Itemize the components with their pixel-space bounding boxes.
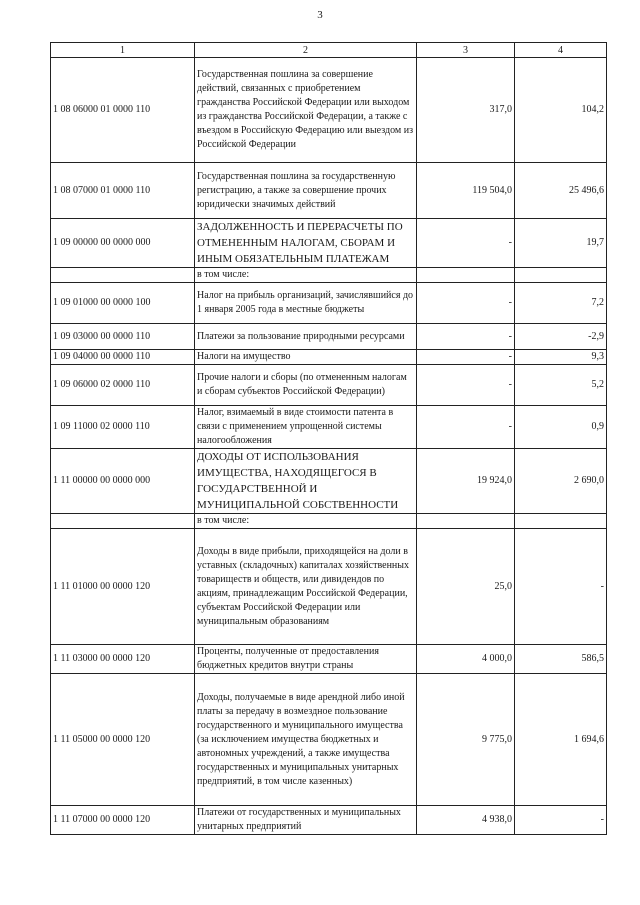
table-row [51,163,607,219]
row-name: Государственная пошлина за совершение действий, связанных с приобретением гражданства Российской Федерации или выходом из гражданства Российской Федерации, а также с въездом в Российскую Федерацию или выездом из Российской Федерации [195,58,417,163]
row-value-col3: 119 504,0 [417,163,515,219]
row-name: Платежи за пользование природными ресурсами [195,324,417,350]
table-row [51,806,607,835]
row-value-col4: 25 496,6 [515,163,607,219]
row-code: 1 09 03000 00 0000 110 [51,324,195,350]
row-value-col4: - [515,806,607,835]
row-value-col3: 9 775,0 [417,674,515,806]
table-row [51,350,607,365]
table-row [51,324,607,350]
row-code: 1 09 00000 00 0000 000 [51,219,195,268]
row-name: ДОХОДЫ ОТ ИСПОЛЬЗОВАНИЯ ИМУЩЕСТВА, НАХОДЯЩЕГОСЯ В ГОСУДАРСТВЕННОЙ И МУНИЦИПАЛЬНОЙ СОБСТВЕННОСТИ [195,449,417,514]
row-value-col4: 5,2 [515,365,607,406]
row-value-col4: 7,2 [515,283,607,324]
table-row [51,365,607,406]
row-value-col3: 19 924,0 [417,449,515,514]
row-code: 1 09 06000 02 0000 110 [51,365,195,406]
row-code: 1 11 05000 00 0000 120 [51,674,195,806]
row-value-col3: - [417,324,515,350]
row-name: Прочие налоги и сборы (по отмененным налогам и сборам субъектов Российской Федерации) [195,365,417,406]
row-value-col3: 4 938,0 [417,806,515,835]
row-value-col4: 586,5 [515,645,607,674]
row-value-col3: 4 000,0 [417,645,515,674]
row-name: Доходы в виде прибыли, приходящейся на доли в уставных (складочных) капиталах хозяйственных товариществ и обществ, или дивидендов по акциям, принадлежащим Российской Федерации, субъектам Российской Федерации или муниципальным образованиям [195,529,417,645]
row-value-col4: - [515,529,607,645]
row-name: в том числе: [195,514,417,529]
row-name: в том числе: [195,268,417,283]
column-header-2: 2 [195,43,417,58]
row-value-col3: 25,0 [417,529,515,645]
row-code: 1 08 07000 01 0000 110 [51,163,195,219]
table-row [51,283,607,324]
row-code: 1 08 06000 01 0000 110 [51,58,195,163]
row-value-col3 [417,268,515,283]
row-value-col3: - [417,406,515,449]
row-name: Государственная пошлина за государственную регистрацию, а также за совершение прочих юридически значимых действий [195,163,417,219]
row-value-col4: -2,9 [515,324,607,350]
table-row [51,58,607,163]
row-name: Налоги на имущество [195,350,417,365]
row-value-col3 [417,514,515,529]
row-value-col4: 0,9 [515,406,607,449]
row-value-col3: - [417,350,515,365]
row-code: 1 11 07000 00 0000 120 [51,806,195,835]
table-row [51,268,607,283]
row-code: 1 11 01000 00 0000 120 [51,529,195,645]
row-value-col3: - [417,219,515,268]
row-code [51,268,195,283]
row-value-col4: 1 694,6 [515,674,607,806]
table-row [51,529,607,645]
row-value-col4: 104,2 [515,58,607,163]
table-row [51,406,607,449]
column-header-1: 1 [51,43,195,58]
row-name: Налог, взимаемый в виде стоимости патента в связи с применением упрощенной системы налогообложения [195,406,417,449]
row-value-col4 [515,514,607,529]
row-name: Платежи от государственных и муниципальных унитарных предприятий [195,806,417,835]
table-row [51,645,607,674]
row-value-col3: 317,0 [417,58,515,163]
table-row [51,219,607,268]
row-code: 1 11 00000 00 0000 000 [51,449,195,514]
row-value-col4: 19,7 [515,219,607,268]
table-row [51,449,607,514]
table-row [51,674,607,806]
row-value-col3: - [417,283,515,324]
row-value-col4: 2 690,0 [515,449,607,514]
revenue-table [50,42,607,835]
column-header-4: 4 [515,43,607,58]
row-code: 1 09 11000 02 0000 110 [51,406,195,449]
row-code [51,514,195,529]
row-name: Налог на прибыль организаций, зачислявшийся до 1 января 2005 года в местные бюджеты [195,283,417,324]
row-code: 1 09 01000 00 0000 100 [51,283,195,324]
row-code: 1 11 03000 00 0000 120 [51,645,195,674]
column-header-3: 3 [417,43,515,58]
table-header-row [51,43,607,58]
row-name: ЗАДОЛЖЕННОСТЬ И ПЕРЕРАСЧЕТЫ ПО ОТМЕНЕННЫМ НАЛОГАМ, СБОРАМ И ИНЫМ ОБЯЗАТЕЛЬНЫМ ПЛАТЕЖАМ [195,219,417,268]
page-number: 3 [317,9,323,21]
row-value-col4 [515,268,607,283]
row-name: Проценты, полученные от предоставления бюджетных кредитов внутри страны [195,645,417,674]
row-value-col4: 9,3 [515,350,607,365]
row-value-col3: - [417,365,515,406]
row-name: Доходы, получаемые в виде арендной либо иной платы за передачу в возмездное пользование государственного и муниципального имущества (за исключением имущества бюджетных и автономных учреждений, а также имущества государственных и муниципальных унитарных предприятий, в том числе казенных) [195,674,417,806]
row-code: 1 09 04000 00 0000 110 [51,350,195,365]
table-row [51,514,607,529]
